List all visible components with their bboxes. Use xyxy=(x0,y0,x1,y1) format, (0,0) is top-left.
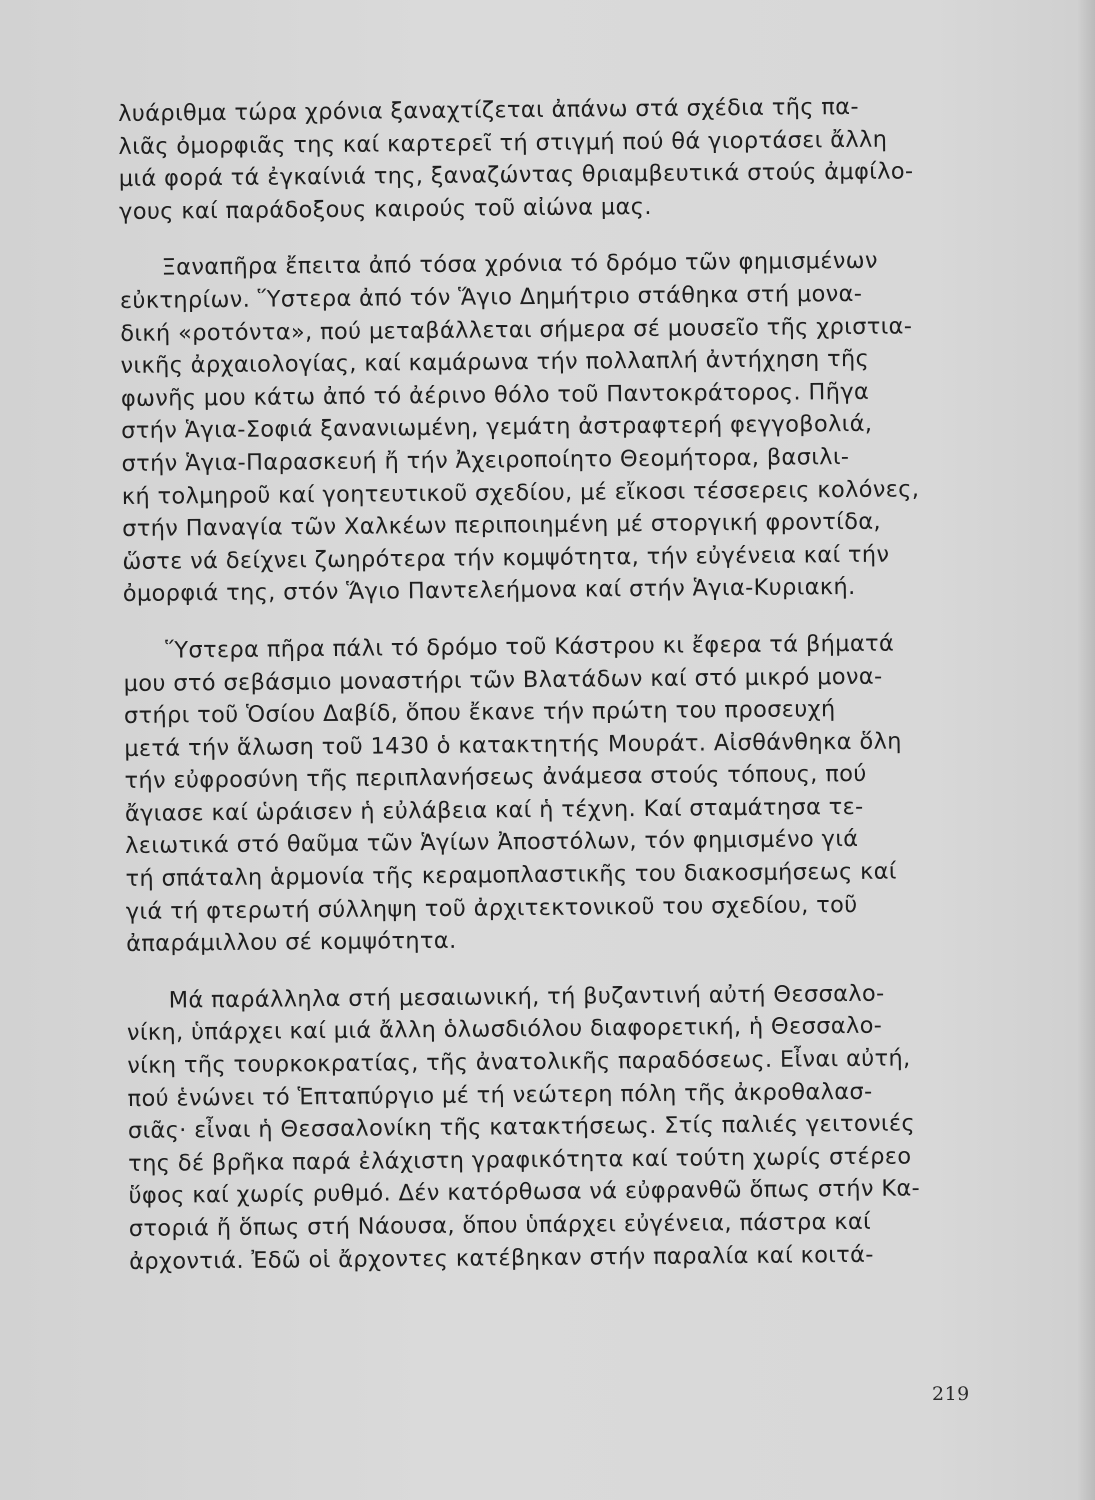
text-line: μιά φορά τά ἐγκαίνιά της, ξαναζώντας θριαμβευτικά στούς ἀμφίλο- xyxy=(118,158,914,193)
text-line: μετά τήν ἅλωση τοῦ 1430 ὁ κατακτητής Μουράτ. Αἰσθάνθηκα ὅλη xyxy=(124,728,902,762)
paragraph-1 xyxy=(118,90,969,229)
text-line: νίκη, ὑπάρχει καί μιά ἄλλη ὁλωσδιόλου διαφορετική, ἡ Θεσσαλο- xyxy=(126,1013,883,1047)
text-line: στήν Ἁγια-Σοφιά ξανανιωμένη, γεμάτη ἀστραφτερή φεγγοβολιά, xyxy=(121,411,873,445)
text-line: ὥστε νά δείχνει ζωηρότερα τήν κομψότητα, τήν εὐγένεια καί τήν xyxy=(122,541,890,575)
text-line: ἀπαράμιλλου σέ κομψότητα. xyxy=(125,928,457,958)
text-line: Ὕστερα πῆρα πάλι τό δρόμο τοῦ Κάστρου κι ἔφερα τά βήματά xyxy=(165,630,895,664)
text-line: ὕφος καί χωρίς ρυθμό. Δέν κατόρθωσα νά εὐφρανθῶ ὅπως στήν Κα- xyxy=(128,1175,921,1210)
page-number: 219 xyxy=(932,1383,970,1405)
text-line: λειωτικά στό θαῦμα τῶν Ἁγίων Ἀποστόλων, τόν φημισμένο γιά xyxy=(125,826,859,860)
page-edge-shadow xyxy=(1077,0,1095,1500)
text-line: τήν εὐφροσύνη τῆς περιπλανήσεως ἀνάμεσα στούς τόπους, πού xyxy=(124,761,867,795)
text-line: στήρι τοῦ Ὁσίου Δαβίδ, ὅπου ἔκανε τήν πρώτη του προσευχή xyxy=(123,696,836,730)
text-line: της δέ βρῆκα παρά ἐλάχιστη γραφικότητα καί τούτη χωρίς στέρεο xyxy=(128,1143,912,1177)
text-line: ἄγιασε καί ὡράισεν ἡ εὐλάβεια καί ἡ τέχνη. Καί σταμάτησα τε- xyxy=(124,793,864,827)
paragraph-3 xyxy=(123,627,976,961)
text-line: νικῆς ἀρχαιολογίας, καί καμάρωνα τήν πολλαπλή ἀντήχηση τῆς xyxy=(120,345,870,380)
text-line: ἀρχοντιά. Ἐδῶ οἱ ἄρχοντες κατέβηκαν στήν παραλία καί κοιτά- xyxy=(129,1241,874,1275)
text-line: δική «ροτόντα», πού μεταβάλλεται σήμερα σέ μουσεῖο τῆς χριστια- xyxy=(120,312,913,347)
text-line: φωνῆς μου κάτω ἀπό τό ἀέρινο θόλο τοῦ Παντοκράτορος. Πῆγα xyxy=(120,378,870,412)
text-line: στήν Ἁγια-Παρασκευή ἤ τήν Ἀχειροποίητο Θεομήτορα, βασιλι- xyxy=(121,443,850,477)
text-line: γους καί παράδοξους καιρούς τοῦ αἰώνα μας. xyxy=(118,193,652,225)
text-line: λυάριθμα τώρα χρόνια ξαναχτίζεται ἀπάνω στά σχέδια τῆς πα- xyxy=(118,93,860,127)
text-line: ὀμορφιά της, στόν Ἅγιο Παντελεήμονα καί στήν Ἁγια-Κυριακή. xyxy=(122,574,856,608)
text-line: Μά παράλληλα στή μεσαιωνική, τή βυζαντινή αὐτή Θεσσαλο- xyxy=(168,980,885,1014)
text-line: γιά τή φτερωτή σύλληψη τοῦ ἀρχιτεκτονικοῦ του σχεδίου, τοῦ xyxy=(125,891,858,925)
text-line: λιᾶς ὀμορφιᾶς της καί καρτερεῖ τή στιγμή πού θά γιορτάσει ἄλλη xyxy=(118,126,888,160)
text-line: νίκη τῆς τουρκοκρατίας, τῆς ἀνατολικῆς παραδόσεως. Εἶναι αὐτή, xyxy=(127,1045,911,1079)
paragraph-2 xyxy=(119,244,972,611)
text-line: εὐκτηρίων. Ὕστερα ἀπό τόν Ἅγιο Δημήτριο στάθηκα στή μονα- xyxy=(119,280,863,314)
text-line: στοριά ἤ ὅπως στή Νάουσα, ὅπου ὑπάρχει εὐγένεια, πάστρα καί xyxy=(128,1208,872,1242)
text-line: στήν Παναγία τῶν Χαλκέων περιποιημένη μέ στοργική φροντίδα, xyxy=(122,508,882,543)
paragraph-4 xyxy=(127,977,980,1278)
text-line: κή τολμηροῦ καί γοητευτικοῦ σχεδίου, μέ εἴκοσι τέσσερεις κολόνες, xyxy=(121,475,920,510)
text-line: σιᾶς· εἶναι ἡ Θεσσαλονίκη τῆς κατακτήσεως. Στίς παλιές γειτονιές xyxy=(127,1110,916,1145)
body-text xyxy=(118,90,979,1278)
text-line: πού ἑνώνει τό Ἑπταπύργιο μέ τή νεώτερη πόλη τῆς ἀκροθαλασ- xyxy=(127,1078,873,1112)
text-line: Ξαναπῆρα ἔπειτα ἀπό τόσα χρόνια τό δρόμο τῶν φημισμένων xyxy=(161,248,878,281)
text-line: τή σπάταλη ἁρμονία τῆς κεραμοπλαστικῆς του διακοσμήσεως καί xyxy=(125,858,897,893)
text-line: μου στό σεβάσμιο μοναστήρι τῶν Βλατάδων καί στό μικρό μονα- xyxy=(123,663,883,697)
